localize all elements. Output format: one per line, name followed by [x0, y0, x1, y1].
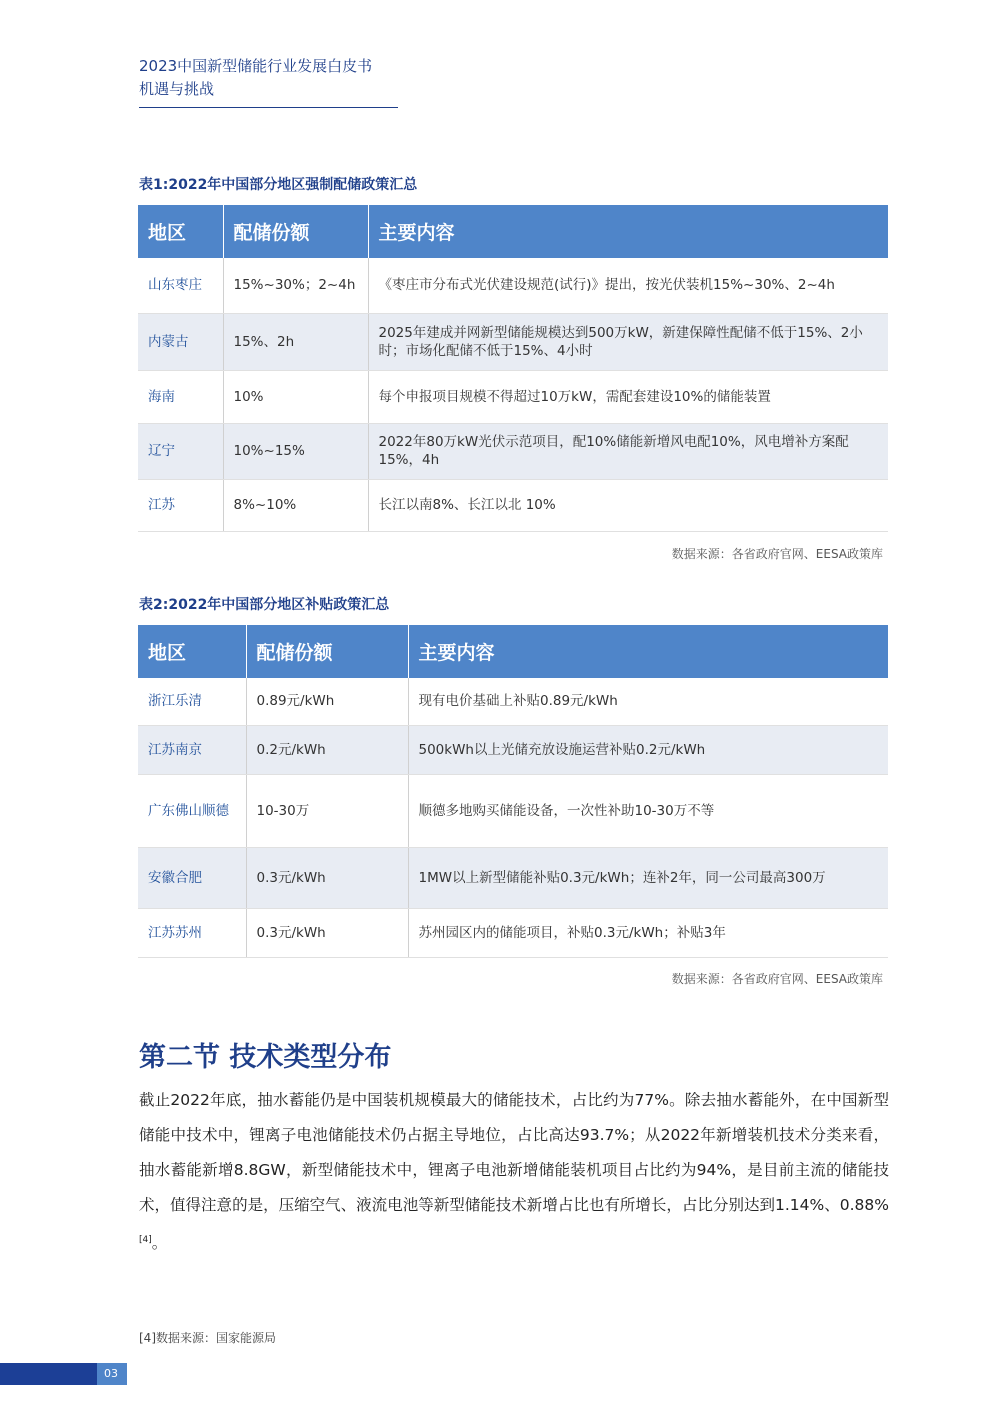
table1-content: 《枣庄市分布式光伏建设规范(试行)》提出，按光伏装机15%~30%、2~4h: [368, 258, 888, 313]
table2-source: 数据来源：各省政府官网、EESA政策库: [671, 972, 883, 986]
table-row: [138, 313, 888, 370]
page-footer-bar: [0, 1363, 97, 1385]
table1-header-share: 配储份额: [223, 205, 368, 258]
table-row: [138, 847, 888, 908]
footnote-ref[interactable]: [4]: [139, 1235, 152, 1245]
table1-content: 每个申报项目规模不得超过10万kW，需配套建设10%的储能装置: [368, 370, 888, 423]
table2-share: 0.2元/kWh: [246, 725, 408, 774]
header-title: 2023中国新型储能行业发展白皮书: [139, 57, 373, 75]
table2-region: 安徽合肥: [138, 847, 246, 908]
table2-content: 现有电价基础上补贴0.89元/kWh: [408, 678, 888, 725]
table2-share: 0.89元/kWh: [246, 678, 408, 725]
table1-share: 8%~10%: [223, 479, 368, 531]
table1-header-region: 地区: [138, 205, 223, 258]
table1-region: 内蒙古: [138, 313, 223, 370]
table-row: [138, 678, 888, 725]
table1-region: 辽宁: [138, 423, 223, 479]
table2-share: 0.3元/kWh: [246, 908, 408, 957]
table1-share: 15%、2h: [223, 313, 368, 370]
section-body-text: 截止2022年底，抽水蓄能仍是中国装机规模最大的储能技术，占比约为77%。除去抽水蓄能外，在中国新型储能中技术中，锂离子电池储能技术仍占据主导地位，占比高达93.7%；从2022年新增装机技术分类来看，抽水蓄能新增8.8GW，新型储能技术中，锂离子电池新增储能装机项目占比约为94%，是目前主流的储能技术，值得注意的是，压缩空气、液流电池等新型储能技术新增占比也有所增长，占比分别达到1.14%、0.88%: [139, 1091, 889, 1214]
table2-content: 1MW以上新型储能补贴0.3元/kWh；连补2年，同一公司最高300万: [408, 847, 888, 908]
table2: [138, 625, 888, 958]
table1-header-content: 主要内容: [368, 205, 888, 258]
table2-content: 苏州园区内的储能项目，补贴0.3元/kWh；补贴3年: [408, 908, 888, 957]
table-row: [138, 725, 888, 774]
table-row: [138, 423, 888, 479]
footnote: [4]数据来源：国家能源局: [139, 1331, 276, 1345]
table2-region: 江苏南京: [138, 725, 246, 774]
page-header: [139, 55, 399, 108]
table2-region: 江苏苏州: [138, 908, 246, 957]
table1-source: 数据来源：各省政府官网、EESA政策库: [671, 547, 883, 561]
table2-region: 广东佛山顺德: [138, 774, 246, 847]
table1-title: 表1:2022年中国部分地区强制配储政策汇总: [139, 177, 418, 193]
section-body-end: 。: [151, 1234, 168, 1253]
table1-content: 2025年建成并网新型储能规模达到500万kW，新建保障性配储不低于15%、2小时；市场化配储不低于15%、4小时: [368, 313, 888, 370]
table-row: [138, 908, 888, 957]
table1: [138, 205, 888, 532]
table1-share: 15%~30%；2~4h: [223, 258, 368, 313]
table2-share: 10-30万: [246, 774, 408, 847]
table2-header-content: 主要内容: [408, 625, 888, 678]
table1-share: 10%~15%: [223, 423, 368, 479]
table2-share: 0.3元/kWh: [246, 847, 408, 908]
table2-content: 顺德多地购买储能设备，一次性补助10-30万不等: [408, 774, 888, 847]
section-body: [139, 1083, 889, 1261]
table1-region: 山东枣庄: [138, 258, 223, 313]
table2-header-region: 地区: [138, 625, 246, 678]
table1-region: 江苏: [138, 479, 223, 531]
table-row: [138, 258, 888, 313]
table1-region: 海南: [138, 370, 223, 423]
table-row: [138, 774, 888, 847]
page-number: 03: [104, 1367, 118, 1380]
section-title: 第二节 技术类型分布: [139, 1042, 392, 1073]
table2-header-row: [138, 625, 888, 678]
table2-header-share: 配储份额: [246, 625, 408, 678]
table2-region: 浙江乐清: [138, 678, 246, 725]
table-row: [138, 479, 888, 531]
table-row: [138, 370, 888, 423]
table1-share: 10%: [223, 370, 368, 423]
table1-header-row: [138, 205, 888, 258]
header-divider: [139, 107, 398, 108]
table1-content: 长江以南8%、长江以北 10%: [368, 479, 888, 531]
table2-content: 500kWh以上光储充放设施运营补贴0.2元/kWh: [408, 725, 888, 774]
table1-content: 2022年80万kW光伏示范项目，配10%储能新增风电配10%，风电增补方案配15%，4h: [368, 423, 888, 479]
header-subtitle: 机遇与挑战: [139, 80, 215, 98]
table2-title: 表2:2022年中国部分地区补贴政策汇总: [139, 597, 390, 613]
